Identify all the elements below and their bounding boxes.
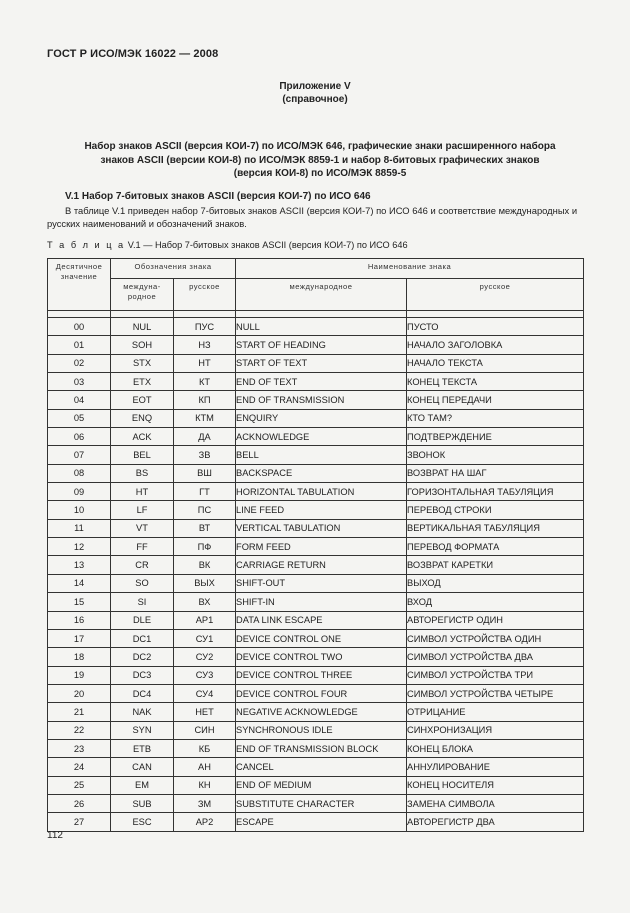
cell-name-international: END OF TRANSMISSION (236, 391, 407, 409)
table-row (48, 574, 584, 592)
cell-name-russian: ВОЗВРАТ КАРЕТКИ (407, 556, 584, 574)
header-name-international: международное (236, 279, 407, 311)
title-line-2: знаков ASCII (версии КОИ-8) по ИСО/МЭК 8859-1 и набор 8-битовых графических знаков (100, 154, 540, 166)
cell-decimal: 14 (48, 574, 111, 592)
cell-name-international: FORM FEED (236, 538, 407, 556)
cell-decimal: 16 (48, 611, 111, 629)
cell-decimal: 17 (48, 629, 111, 647)
table-caption-prefix: Т а б л и ц а (47, 240, 126, 250)
table-row (48, 336, 584, 354)
cell-name-russian: АВТОРЕГИСТР ДВА (407, 813, 584, 831)
cell-name-russian: СИНХРОНИЗАЦИЯ (407, 721, 584, 739)
header-symbol-group: Обозначения знака (111, 259, 236, 279)
cell-name-international: LINE FEED (236, 501, 407, 519)
cell-decimal: 00 (48, 318, 111, 336)
cell-symbol-international: DC2 (111, 648, 174, 666)
table-row (48, 684, 584, 702)
cell-symbol-international: NAK (111, 703, 174, 721)
cell-symbol-international: BS (111, 464, 174, 482)
table-row (48, 391, 584, 409)
cell-decimal: 24 (48, 758, 111, 776)
cell-name-russian: КОНЕЦ ТЕКСТА (407, 373, 584, 391)
table-row (48, 593, 584, 611)
cell-decimal: 25 (48, 776, 111, 794)
cell-symbol-international: DLE (111, 611, 174, 629)
cell-name-international: DEVICE CONTROL ONE (236, 629, 407, 647)
cell-symbol-international: ACK (111, 428, 174, 446)
cell-symbol-russian: ГТ (174, 483, 236, 501)
cell-decimal: 10 (48, 501, 111, 519)
cell-decimal: 04 (48, 391, 111, 409)
document-title (40, 140, 600, 181)
cell-name-russian: АВТОРЕГИСТР ОДИН (407, 611, 584, 629)
table-row (48, 721, 584, 739)
cell-name-russian: ПЕРЕВОД СТРОКИ (407, 501, 584, 519)
cell-name-russian: СИМВОЛ УСТРОЙСТВА ЧЕТЫРЕ (407, 684, 584, 702)
cell-symbol-international: CR (111, 556, 174, 574)
cell-name-russian: СИМВОЛ УСТРОЙСТВА ТРИ (407, 666, 584, 684)
cell-symbol-russian: АР1 (174, 611, 236, 629)
cell-name-international: END OF TRANSMISSION BLOCK (236, 739, 407, 757)
section-paragraph: В таблице V.1 приведен набор 7-битовых знаков ASCII (версия КОИ-7) по ИСО 646 и соответствие международных и русских наименований и обозначений знаков. (47, 205, 578, 229)
standard-designation: ГОСТ Р ИСО/МЭК 16022 — 2008 (47, 48, 219, 60)
cell-name-international: DEVICE CONTROL FOUR (236, 684, 407, 702)
cell-symbol-russian: КН (174, 776, 236, 794)
cell-name-russian: ВЕРТИКАЛЬНАЯ ТАБУЛЯЦИЯ (407, 519, 584, 537)
table-row (48, 556, 584, 574)
title-line-3: (версия КОИ-8) по ИСО/МЭК 8859-5 (233, 168, 407, 179)
cell-name-russian: ВОЗВРАТ НА ШАГ (407, 464, 584, 482)
cell-name-international: SYNCHRONOUS IDLE (236, 721, 407, 739)
table-row (48, 483, 584, 501)
cell-symbol-international: FF (111, 538, 174, 556)
cell-name-international: END OF MEDIUM (236, 776, 407, 794)
cell-symbol-russian: ВХ (174, 593, 236, 611)
table-row (48, 648, 584, 666)
header-name-russian: русское (407, 279, 584, 311)
table-body (48, 318, 584, 832)
cell-name-russian: ЗАМЕНА СИМВОЛА (407, 794, 584, 812)
cell-name-russian: КТО ТАМ? (407, 409, 584, 427)
table-row (48, 611, 584, 629)
cell-symbol-international: LF (111, 501, 174, 519)
cell-symbol-russian: ДА (174, 428, 236, 446)
cell-decimal: 09 (48, 483, 111, 501)
table-row (48, 629, 584, 647)
cell-decimal: 27 (48, 813, 111, 831)
cell-name-international: NULL (236, 318, 407, 336)
cell-name-russian: АННУЛИРОВАНИЕ (407, 758, 584, 776)
header-symbol-russian: русское (174, 279, 236, 311)
title-line-1: Набор знаков ASCII (версия КОИ-7) по ИСО/МЭК 646, графические знаки расширенного набора (84, 141, 556, 152)
cell-name-international: ENQUIRY (236, 409, 407, 427)
cell-name-international: DEVICE CONTROL TWO (236, 648, 407, 666)
cell-name-international: ACKNOWLEDGE (236, 428, 407, 446)
cell-decimal: 19 (48, 666, 111, 684)
cell-symbol-international: SOH (111, 336, 174, 354)
cell-decimal: 23 (48, 739, 111, 757)
cell-name-international: NEGATIVE ACKNOWLEDGE (236, 703, 407, 721)
table-row (48, 428, 584, 446)
header-name-group: Наименование знака (236, 259, 584, 279)
cell-name-international: SHIFT-OUT (236, 574, 407, 592)
cell-symbol-russian: НТ (174, 354, 236, 372)
page-number: 112 (47, 830, 63, 841)
cell-symbol-russian: АН (174, 758, 236, 776)
cell-name-russian: КОНЕЦ ПЕРЕДАЧИ (407, 391, 584, 409)
ascii-character-table (47, 258, 584, 832)
cell-symbol-international: EOT (111, 391, 174, 409)
cell-symbol-russian: ЗВ (174, 446, 236, 464)
table-row (48, 519, 584, 537)
cell-symbol-russian: СУ1 (174, 629, 236, 647)
appendix-heading (0, 80, 630, 106)
cell-symbol-russian: ВК (174, 556, 236, 574)
cell-symbol-international: VT (111, 519, 174, 537)
table-row (48, 794, 584, 812)
table-row (48, 373, 584, 391)
cell-symbol-russian: ВТ (174, 519, 236, 537)
cell-name-russian: ОТРИЦАНИЕ (407, 703, 584, 721)
header-symbol-international: междуна-родное (111, 279, 174, 311)
cell-decimal: 26 (48, 794, 111, 812)
cell-symbol-international: HT (111, 483, 174, 501)
cell-name-international: START OF TEXT (236, 354, 407, 372)
cell-decimal: 18 (48, 648, 111, 666)
cell-symbol-international: SUB (111, 794, 174, 812)
cell-symbol-international: CAN (111, 758, 174, 776)
table-row (48, 446, 584, 464)
table-row (48, 758, 584, 776)
cell-symbol-international: NUL (111, 318, 174, 336)
cell-symbol-russian: КП (174, 391, 236, 409)
table-row (48, 538, 584, 556)
cell-name-international: DATA LINK ESCAPE (236, 611, 407, 629)
cell-symbol-russian: КТ (174, 373, 236, 391)
cell-symbol-international: BEL (111, 446, 174, 464)
cell-symbol-russian: ПС (174, 501, 236, 519)
cell-symbol-russian: ПФ (174, 538, 236, 556)
cell-decimal: 06 (48, 428, 111, 446)
cell-symbol-russian: АР2 (174, 813, 236, 831)
cell-decimal: 22 (48, 721, 111, 739)
table-row (48, 739, 584, 757)
cell-name-russian: ЗВОНОК (407, 446, 584, 464)
cell-decimal: 21 (48, 703, 111, 721)
cell-name-international: CANCEL (236, 758, 407, 776)
cell-symbol-russian: НЕТ (174, 703, 236, 721)
cell-name-international: SUBSTITUTE CHARACTER (236, 794, 407, 812)
cell-decimal: 02 (48, 354, 111, 372)
header-spacer-row (48, 311, 584, 318)
table-row (48, 703, 584, 721)
cell-symbol-russian: СУ3 (174, 666, 236, 684)
cell-symbol-international: SO (111, 574, 174, 592)
cell-symbol-international: STX (111, 354, 174, 372)
table-row (48, 409, 584, 427)
table-row (48, 354, 584, 372)
cell-name-russian: СИМВОЛ УСТРОЙСТВА ОДИН (407, 629, 584, 647)
cell-name-russian: НАЧАЛО ЗАГОЛОВКА (407, 336, 584, 354)
cell-name-russian: ВЫХОД (407, 574, 584, 592)
cell-decimal: 15 (48, 593, 111, 611)
cell-name-russian: ГОРИЗОНТАЛЬНАЯ ТАБУЛЯЦИЯ (407, 483, 584, 501)
cell-symbol-russian: ВЫХ (174, 574, 236, 592)
cell-name-russian: СИМВОЛ УСТРОЙСТВА ДВА (407, 648, 584, 666)
cell-symbol-russian: ЗМ (174, 794, 236, 812)
cell-symbol-international: ETX (111, 373, 174, 391)
cell-symbol-russian: КБ (174, 739, 236, 757)
cell-symbol-international: ENQ (111, 409, 174, 427)
cell-name-international: END OF TEXT (236, 373, 407, 391)
cell-symbol-russian: ПУС (174, 318, 236, 336)
cell-name-russian: КОНЕЦ НОСИТЕЛЯ (407, 776, 584, 794)
cell-decimal: 20 (48, 684, 111, 702)
cell-decimal: 07 (48, 446, 111, 464)
cell-name-russian: ПУСТО (407, 318, 584, 336)
cell-symbol-international: SYN (111, 721, 174, 739)
cell-symbol-international: DC4 (111, 684, 174, 702)
cell-name-international: VERTICAL TABULATION (236, 519, 407, 537)
table-row (48, 501, 584, 519)
cell-name-russian: ПЕРЕВОД ФОРМАТА (407, 538, 584, 556)
cell-symbol-russian: НЗ (174, 336, 236, 354)
table-row (48, 776, 584, 794)
cell-decimal: 05 (48, 409, 111, 427)
cell-name-international: START OF HEADING (236, 336, 407, 354)
cell-symbol-russian: КТМ (174, 409, 236, 427)
table-caption-text: V.1 — Набор 7-битовых знаков ASCII (версия КОИ-7) по ИСО 646 (125, 240, 408, 250)
appendix-note: (справочное) (282, 94, 348, 105)
cell-symbol-russian: СУ2 (174, 648, 236, 666)
table-row (48, 666, 584, 684)
cell-name-international: BELL (236, 446, 407, 464)
cell-decimal: 12 (48, 538, 111, 556)
cell-name-russian: ВХОД (407, 593, 584, 611)
cell-name-russian: КОНЕЦ БЛОКА (407, 739, 584, 757)
table-row (48, 318, 584, 336)
cell-decimal: 03 (48, 373, 111, 391)
appendix-title: Приложение V (279, 81, 351, 92)
cell-symbol-russian: СИН (174, 721, 236, 739)
cell-decimal: 13 (48, 556, 111, 574)
table-row (48, 813, 584, 831)
cell-name-international: HORIZONTAL TABULATION (236, 483, 407, 501)
table-row (48, 464, 584, 482)
cell-symbol-international: DC1 (111, 629, 174, 647)
cell-decimal: 11 (48, 519, 111, 537)
cell-name-russian: НАЧАЛО ТЕКСТА (407, 354, 584, 372)
cell-symbol-russian: СУ4 (174, 684, 236, 702)
cell-symbol-international: SI (111, 593, 174, 611)
cell-name-international: BACKSPACE (236, 464, 407, 482)
cell-decimal: 08 (48, 464, 111, 482)
cell-symbol-russian: ВШ (174, 464, 236, 482)
cell-name-international: CARRIAGE RETURN (236, 556, 407, 574)
cell-symbol-international: ETB (111, 739, 174, 757)
section-heading: V.1 Набор 7-битовых знаков ASCII (версия КОИ-7) по ИСО 646 (65, 191, 371, 202)
cell-name-international: DEVICE CONTROL THREE (236, 666, 407, 684)
header-decimal-value: Десятичное значение (48, 259, 111, 311)
table-caption (47, 240, 408, 250)
cell-symbol-international: ESC (111, 813, 174, 831)
cell-symbol-international: DC3 (111, 666, 174, 684)
cell-decimal: 01 (48, 336, 111, 354)
cell-symbol-international: EM (111, 776, 174, 794)
cell-name-russian: ПОДТВЕРЖДЕНИЕ (407, 428, 584, 446)
cell-name-international: ESCAPE (236, 813, 407, 831)
cell-name-international: SHIFT-IN (236, 593, 407, 611)
